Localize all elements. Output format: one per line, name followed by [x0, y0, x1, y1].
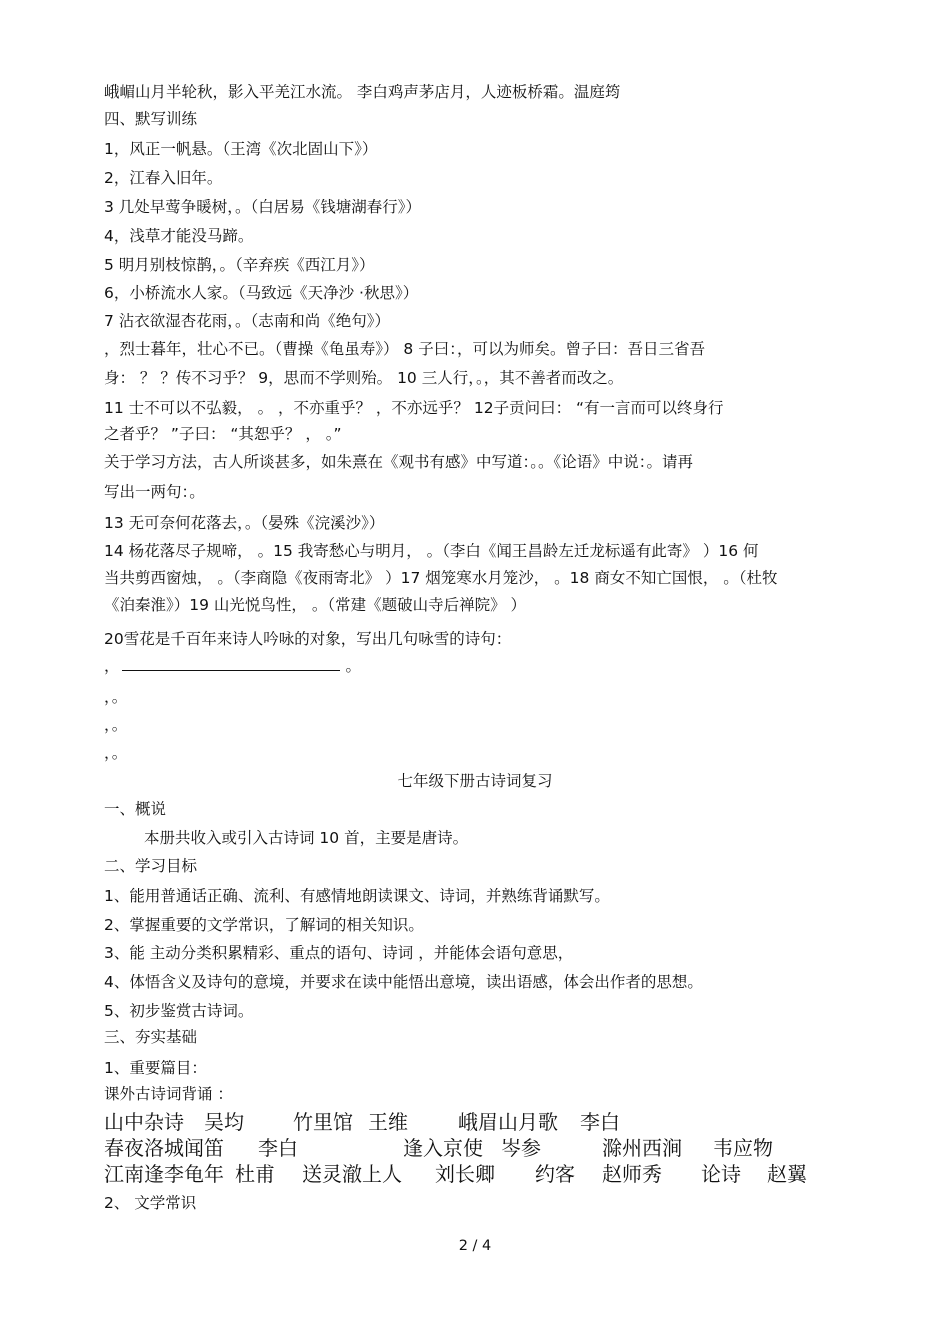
- section-heading: 三、夯实基础: [104, 1028, 198, 1046]
- poem-author: 刘长卿: [435, 1162, 495, 1186]
- text-line: 6，小桥流水人家。（马致远《天净沙 ·秋思》）: [104, 284, 419, 302]
- text-line: 身： ？ ？传不习乎？ 9，思而不学则殆。 10 三人行，。，其不善者而改之。: [104, 369, 624, 387]
- poem-title: 滁州西涧: [602, 1136, 682, 1160]
- poem-title: 竹里馆: [293, 1110, 353, 1134]
- answer-line: ，。: [104, 716, 128, 734]
- text-line: 20雪花是千百年来诗人吟咏的对象，写出几句咏雪的诗句：: [104, 630, 512, 648]
- poem-title: 峨眉山月歌: [458, 1110, 558, 1134]
- text-line: 4，浅草才能没马蹄。: [104, 227, 254, 245]
- section-heading: 二、学习目标: [104, 857, 198, 875]
- text-line: 5、初步鉴赏古诗词。: [104, 1002, 254, 1020]
- poem-author: 吴均: [204, 1110, 244, 1134]
- answer-blank: [122, 656, 340, 671]
- poem-author: 赵师秀: [602, 1162, 662, 1186]
- text-line: 3 几处早莺争暖树，。（白居易《钱塘湖春行》）: [104, 198, 422, 216]
- poem-author: 赵翼: [767, 1162, 807, 1186]
- poem-title: 山中杂诗: [104, 1110, 184, 1134]
- poem-title: 送灵澈上人: [302, 1162, 402, 1186]
- text-line: 1，风正一帆悬。（王湾《次北固山下》）: [104, 140, 378, 158]
- text-line: ，烈士暮年，壮心不已。（曹操《龟虽寿》） 8 子曰：，可以为师矣。曾子曰：吾日三省吾: [104, 340, 705, 358]
- text-line: 2、掌握重要的文学常识，了解词的相关知识。: [104, 916, 424, 934]
- text-line: 7 沾衣欲湿杏花雨，。（志南和尚《绝句》）: [104, 312, 391, 330]
- text-line: 本册共收入或引入古诗词 10 首，主要是唐诗。: [144, 829, 469, 847]
- text-line: 之者乎？ ”子曰： “其恕乎？ ， 。”: [104, 425, 342, 443]
- section-heading: 四、默写训练: [104, 110, 198, 128]
- text-line: 14 杨花落尽子规啼， 。15 我寄愁心与明月， 。（李白《闻王昌龄左迁龙标遥有此寄》 ）16 何: [104, 542, 759, 560]
- poem-author: 王维: [368, 1110, 408, 1134]
- poem-author: 岑参: [501, 1136, 541, 1160]
- page-title: 七年级下册古诗词复习: [397, 772, 553, 790]
- poem-list-row: [104, 1109, 864, 1135]
- comma: ，: [104, 657, 120, 675]
- text-line: 当共剪西窗烛， 。（李商隐《夜雨寄北》 ）17 烟笼寒水月笼沙， 。18 商女不知亡国恨， 。（杜牧: [104, 569, 778, 587]
- text-line: 关于学习方法，古人所谈甚多，如朱熹在《观书有感》中写道：。。《论语》中说：。请再: [104, 453, 694, 471]
- text-line: 峨嵋山月半轮秋，影入平羌江水流。 李白鸡声茅店月，人迹板桥霜。温庭筠: [104, 83, 621, 101]
- answer-line: [104, 656, 361, 676]
- text-line: 5 明月别枝惊鹊，。（辛弃疾《西江月》）: [104, 256, 375, 274]
- poem-title: 逢入京使: [403, 1136, 483, 1160]
- period: 。: [345, 657, 362, 675]
- text-line: 1、能用普通话正确、流利、有感情地朗读课文、诗词，并熟练背诵默写。: [104, 887, 610, 905]
- poem-author: 李白: [258, 1136, 298, 1160]
- poem-list-row: [104, 1161, 864, 1187]
- answer-line: ，。: [104, 688, 128, 706]
- poem-author: 杜甫: [235, 1162, 275, 1186]
- poem-author: 韦应物: [713, 1136, 773, 1160]
- poem-title: 论诗: [701, 1162, 741, 1186]
- text-line: 3、能 主动分类积累精彩、重点的语句、诗词 ，并能体会语句意思，: [104, 944, 574, 962]
- text-line: 11 士不可以不弘毅， 。 ，不亦重乎？ ，不亦远乎？ 12子贡问曰： “有一言而可以终身行: [104, 399, 724, 417]
- text-line: 写出一两句：。: [104, 483, 205, 501]
- poem-title: 春夜洛城闻笛: [104, 1136, 224, 1160]
- section-heading: 一、概说: [104, 800, 167, 818]
- page-number: 2 / 4: [458, 1238, 492, 1254]
- text-line: 1、重要篇目：: [104, 1059, 207, 1077]
- text-line: 2，江春入旧年。: [104, 169, 223, 187]
- poem-list-row: [104, 1135, 864, 1161]
- poem-title: 江南逢李龟年: [104, 1162, 224, 1186]
- answer-line: ，。: [104, 744, 128, 762]
- poem-author: 李白: [580, 1110, 620, 1134]
- text-line: 《泊秦淮》）19 山光悦鸟性， 。（常建《题破山寺后禅院》 ）: [104, 596, 527, 614]
- text-line: 课外古诗词背诵 ：: [104, 1085, 233, 1103]
- poem-title: 约客: [535, 1162, 575, 1186]
- text-line: 13 无可奈何花落去，。（晏殊《浣溪沙》）: [104, 514, 385, 532]
- section-heading: 2、 文学常识: [104, 1194, 197, 1212]
- text-line: 4、体悟含义及诗句的意境，并要求在读中能悟出意境，读出语感，体会出作者的思想。: [104, 973, 703, 991]
